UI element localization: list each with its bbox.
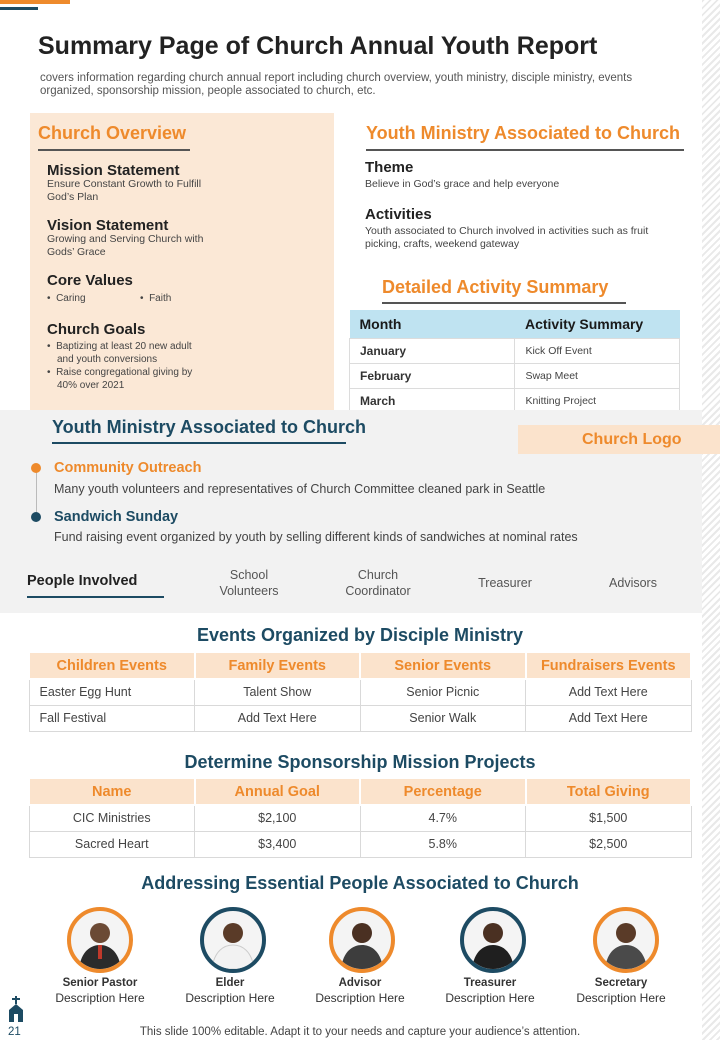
church-goals-heading: Church Goals — [47, 321, 146, 338]
core-value-item: • Caring — [47, 293, 86, 304]
tab-treasurer[interactable] — [455, 575, 555, 591]
person-role: Senior Pastor — [62, 977, 138, 989]
events-table — [28, 651, 692, 732]
vision-text-line1: Growing and Serving Church with — [47, 233, 204, 245]
core-values-heading: Core Values — [47, 272, 133, 289]
goal-item-cont: and youth conversions — [57, 354, 158, 365]
sandwich-heading: Sandwich Sunday — [54, 509, 179, 525]
mission-heading: Mission Statement — [47, 162, 180, 179]
outreach-text: Many youth volunteers and representatives of Church Committee cleaned park in Seattle — [54, 482, 546, 496]
activity-summary-title: Detailed Activity Summary — [382, 277, 609, 297]
youth-ministry-title: Youth Ministry Associated to Church — [366, 123, 681, 143]
table-row — [350, 338, 680, 363]
church-logo-text: Church Logo — [582, 431, 682, 448]
sponsorship-table — [28, 777, 692, 858]
person-role: Treasurer — [463, 977, 517, 989]
column-header: Annual Goal — [195, 778, 361, 805]
accent-bar-orange — [0, 0, 70, 4]
active-tab-underline — [27, 596, 164, 598]
column-header: Children Events — [29, 652, 195, 679]
accent-bar-navy — [0, 7, 38, 10]
table-row — [29, 679, 691, 705]
activity-cell: Swap Meet — [515, 363, 680, 388]
person-desc: Description Here — [55, 991, 145, 1005]
goal-item-cont: 40% over 2021 — [57, 380, 125, 391]
table-cell: Senior Walk — [360, 705, 526, 731]
column-header: Family Events — [195, 652, 361, 679]
person-desc: Description Here — [576, 991, 666, 1005]
sandwich-text: Fund raising event organized by youth by selling different kinds of sandwiches at nominal rates — [54, 530, 578, 544]
table-cell: $1,500 — [526, 805, 692, 831]
people-title: Addressing Essential People Associated to Church — [141, 873, 579, 893]
sponsorship-title: Determine Sponsorship Mission Projects — [184, 752, 536, 772]
activity-summary-table — [349, 310, 680, 414]
theme-text: Believe in God’s grace and help everyone — [365, 178, 560, 190]
divider — [366, 149, 684, 151]
tab-people-involved[interactable]: People Involved — [27, 573, 138, 589]
divider — [52, 442, 346, 444]
tab-label: Treasurer — [478, 576, 532, 590]
table-cell: 4.7% — [360, 805, 526, 831]
person-desc: Description Here — [445, 991, 535, 1005]
table-row — [29, 705, 691, 731]
tab-label: Advisors — [609, 576, 657, 590]
divider — [38, 149, 190, 151]
table-cell: Sacred Heart — [29, 831, 195, 857]
timeline-dot-orange — [31, 463, 41, 473]
tab-label: Church — [357, 568, 399, 582]
avatar-senior-pastor — [67, 907, 133, 973]
tab-label: Coordinator — [345, 584, 411, 598]
person-role: Secretary — [594, 977, 648, 989]
table-cell: $2,500 — [526, 831, 692, 857]
table-cell: $2,100 — [195, 805, 361, 831]
activities-text-line1: Youth associated to Church involved in activities such as fruit — [365, 225, 649, 237]
table-row — [350, 363, 680, 388]
tab-label: School — [229, 568, 269, 582]
outreach-heading: Community Outreach — [54, 460, 202, 476]
page-title: Summary Page of Church Annual Youth Report — [38, 32, 598, 60]
month-cell: March — [350, 388, 515, 413]
church-overview-title: Church Overview — [38, 123, 187, 143]
table-cell: Add Text Here — [526, 705, 692, 731]
tab-school-volunteers[interactable] — [199, 567, 299, 599]
table-cell: Easter Egg Hunt — [29, 679, 195, 705]
core-value-item: • Faith — [140, 293, 172, 304]
person-desc: Description Here — [185, 991, 275, 1005]
activities-heading: Activities — [365, 206, 432, 223]
table-cell: $3,400 — [195, 831, 361, 857]
avatar-advisor — [329, 907, 395, 973]
column-header: Name — [29, 778, 195, 805]
table-cell: Add Text Here — [526, 679, 692, 705]
page-subtitle: covers information regarding church annual report including church overview, youth ministry, disciple ministry, events organized, sponsorship mission, people associated to church, etc. — [40, 72, 633, 97]
vision-text-line2: Gods’ Grace — [47, 246, 106, 258]
column-header: Fundraisers Events — [526, 652, 692, 679]
footer-note: This slide 100% editable. Adapt it to your needs and capture your audience’s attention. — [139, 1026, 581, 1038]
tab-label: Volunteers — [219, 584, 279, 598]
column-header: Senior Events — [360, 652, 526, 679]
vision-heading: Vision Statement — [47, 217, 169, 234]
activities-text-line2: picking, crafts, weekend gateway — [365, 238, 520, 250]
avatar-treasurer — [460, 907, 526, 973]
month-cell: January — [350, 338, 515, 363]
table-cell: 5.8% — [360, 831, 526, 857]
table-cell: Talent Show — [195, 679, 361, 705]
mission-text-line2: God’s Plan — [47, 191, 99, 203]
goal-item: • Baptizing at least 20 new adult — [47, 341, 192, 352]
church-icon — [7, 996, 25, 1027]
band-title: Youth Ministry Associated to Church — [52, 417, 367, 437]
table-row — [29, 805, 691, 831]
table-cell: CIC Ministries — [29, 805, 195, 831]
person-role: Advisor — [338, 977, 382, 989]
table-cell: Fall Festival — [29, 705, 195, 731]
events-title: Events Organized by Disciple Ministry — [196, 625, 524, 645]
column-header: Total Giving — [526, 778, 692, 805]
month-cell: February — [350, 363, 515, 388]
tab-advisors[interactable] — [583, 575, 683, 591]
goal-item: • Raise congregational giving by — [47, 367, 193, 378]
tab-church-coordinator[interactable] — [328, 567, 428, 599]
page-number: 21 — [8, 1026, 21, 1038]
avatar-secretary — [593, 907, 659, 973]
divider — [382, 302, 626, 304]
person-role: Elder — [215, 977, 245, 989]
table-row — [29, 831, 691, 857]
column-header: Month — [350, 310, 515, 338]
theme-heading: Theme — [365, 159, 414, 176]
mission-text-line1: Ensure Constant Growth to Fulfill — [47, 178, 202, 190]
activity-cell: Kick Off Event — [515, 338, 680, 363]
timeline-dot-navy — [31, 512, 41, 522]
column-header: Activity Summary — [515, 310, 680, 338]
avatar-elder — [200, 907, 266, 973]
column-header: Percentage — [360, 778, 526, 805]
activity-cell: Knitting Project — [515, 388, 680, 413]
table-cell: Add Text Here — [195, 705, 361, 731]
table-cell: Senior Picnic — [360, 679, 526, 705]
person-desc: Description Here — [315, 991, 405, 1005]
